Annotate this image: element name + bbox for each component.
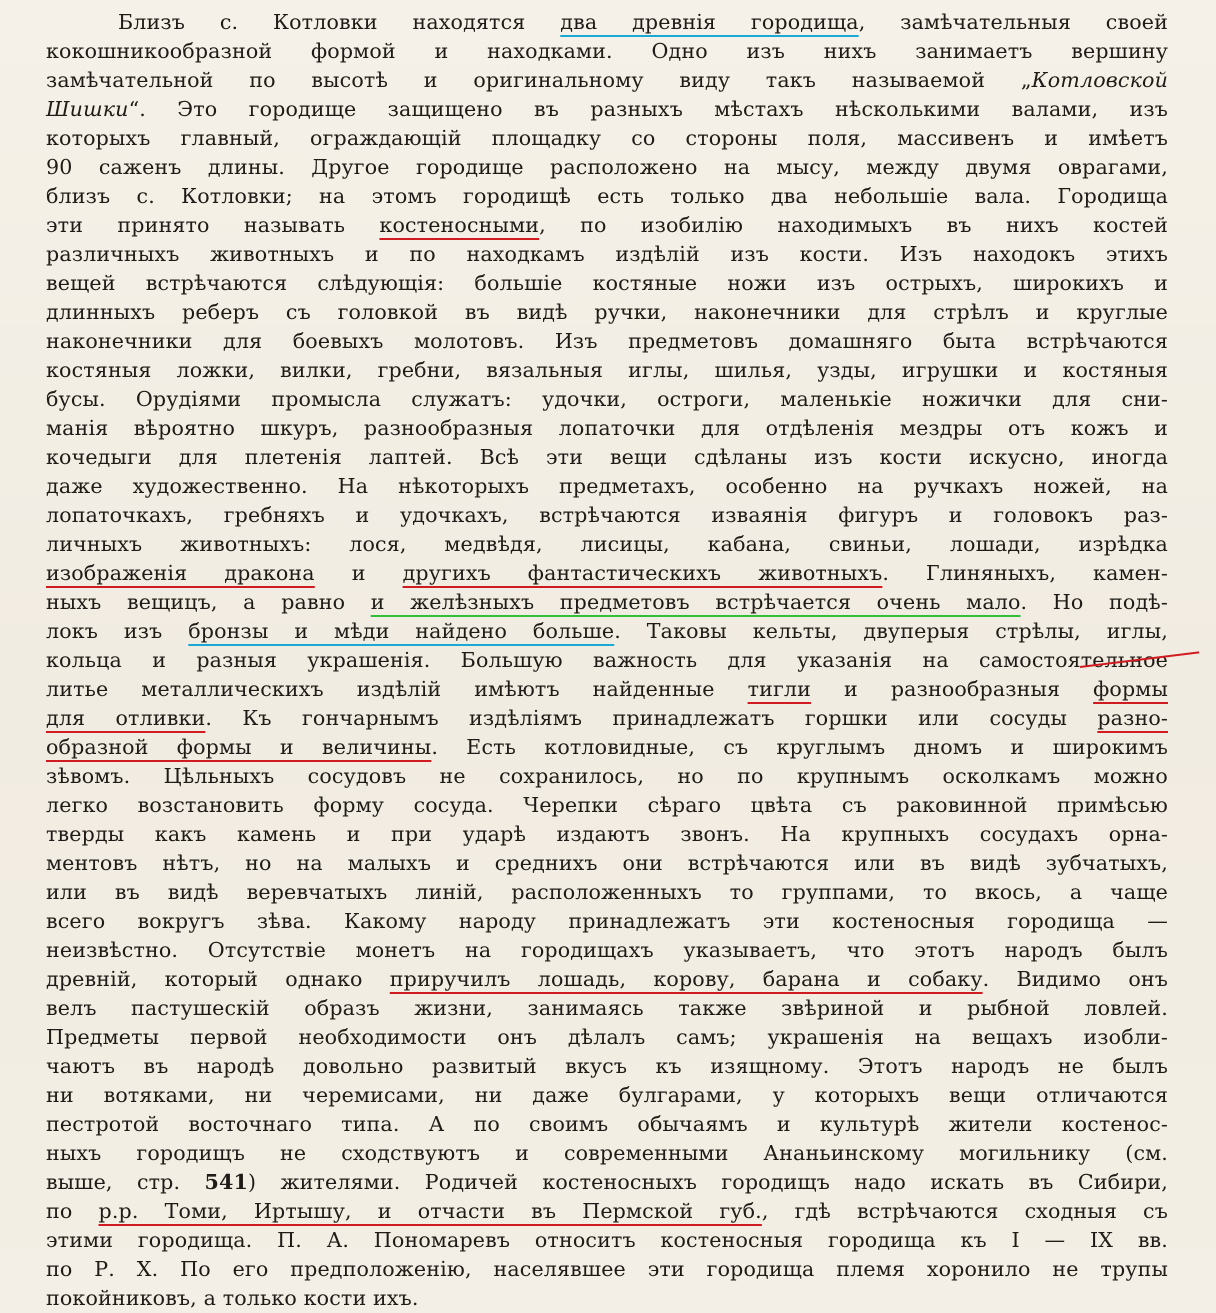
highlight-crucibles: тигли: [747, 677, 812, 701]
text-line-18: лопаточкахъ, гребняхъ и удочкахъ, встрѣчаются изваянія фигуръ и головокъ раз-: [46, 503, 1168, 527]
text-line-33: неизвѣстно. Отсутствіе монетъ на городищахъ указываетъ, что этотъ народъ былъ: [46, 938, 1168, 962]
text-line-26: образной формы и величины. Есть котловидные, съ круглымъ дномъ и широкимъ: [46, 735, 1168, 759]
text-line-22: локъ изъ бронзы и мѣди найдено больше. Таковы кельты, двуперыя стрѣлы, иглы,: [46, 619, 1168, 643]
text-line-24: литье металлическихъ издѣлій имѣютъ найденные тигли и разнообразныя формы: [46, 677, 1168, 701]
highlight-various-shape-1: разно-: [1097, 706, 1168, 730]
text-line-10: вещей встрѣчаются слѣдующія: большіе костяные ножи изъ острыхъ, широкихъ и: [46, 271, 1168, 295]
text-line-32: всего вокругъ зѣва. Какому народу принадлежатъ эти костеносныя городища —: [46, 909, 1168, 933]
highlight-various-shape-2: образной формы и величины: [46, 735, 432, 759]
text-line-6: 90 саженъ длины. Другое городище расположено на мысу, между двумя оврагами,: [46, 155, 1168, 179]
text-line-14: бусы. Орудіями промысла служатъ: удочки, остроги, маленькіе ножички для сни-: [46, 387, 1168, 411]
text-line-7: близъ с. Котловки; на этомъ городищѣ есть только два небольшіе вала. Городища: [46, 184, 1168, 208]
highlight-casting-forms: формы: [1093, 677, 1168, 701]
text-line-5: которыхъ главный, ограждающій площадку со стороны поля, массивенъ и имѣетъ: [46, 126, 1168, 150]
text-line-44: по Р. Х. По его предположенію, населявшее эти городища племя хоронило не трупы: [46, 1257, 1168, 1281]
text-line-15: манія вѣроятно шкуръ, разнообразныя лопаточки для отдѣленія мездры отъ кожъ и: [46, 416, 1168, 440]
text-line-30: ментовъ нѣтъ, но на малыхъ и среднихъ они встрѣчаются или въ видѣ зубчатыхъ,: [46, 851, 1168, 875]
text-line-37: чаютъ въ народѣ довольно развитый вкусъ къ изящному. Этотъ народъ не былъ: [46, 1054, 1168, 1078]
text-line-23: кольца и разныя украшенія. Большую важность для указанія на самостоятельное: [46, 648, 1168, 672]
text-line-42: по р.р. Томи, Иртышу, и отчасти въ Пермской губ., гдѣ встрѣчаются сходныя съ: [46, 1199, 1168, 1223]
text-line-3: замѣчательной по высотѣ и оригинальному виду такъ называемой „Котловской: [46, 68, 1168, 92]
highlight-bone-bearing: костеносными: [379, 213, 540, 237]
text-line-28: легко возстановить форму сосуда. Черепки сѣраго цвѣта съ раковинной примѣсью: [46, 793, 1168, 817]
text-line-25: для отливки. Къ гончарнымъ издѣліямъ принадлежатъ горшки или сосуды разно-: [46, 706, 1168, 730]
highlight-dragon-images: изображенія дракона: [46, 561, 315, 585]
text-line-9: различныхъ животныхъ и по находкамъ издѣлій изъ кости. Изъ находокъ этихъ: [46, 242, 1168, 266]
text-line-20: изображенія дракона и другихъ фантастическихъ животныхъ. Глиняныхъ, камен-: [46, 561, 1168, 585]
text-line-39: пестротой восточнаго типа. А по своимъ обычаямъ и культурѣ жители костенос-: [46, 1112, 1168, 1136]
text-line-21: ныхъ вещицъ, а равно и желѣзныхъ предметовъ встрѣчается очень мало. Но подѣ-: [46, 590, 1168, 614]
text-line-41: выше, стр. 541) жителями. Родичей костеносныхъ городищъ надо искать въ Сибири,: [46, 1170, 1168, 1194]
text-line-11: длинныхъ реберъ съ головкой въ видѣ ручки, наконечники для стрѣлъ и круглые: [46, 300, 1168, 324]
text-line-12: наконечники для боевыхъ молотовъ. Изъ предметовъ домашняго быта встрѣчаются: [46, 329, 1168, 353]
text-line-29: тверды какъ камень и при ударѣ издаютъ звонъ. На крупныхъ сосудахъ орна-: [46, 822, 1168, 846]
text-line-38: ни вотяками, ни черемисами, ни даже булгарами, у которыхъ вещи отличаются: [46, 1083, 1168, 1107]
highlight-iron-objects-rare: и желѣзныхъ предметовъ встрѣчается очень мало: [370, 590, 1021, 614]
text-line-27: зѣвомъ. Цѣльныхъ сосудовъ не сохранилось, но по крупнымъ осколкамъ можно: [46, 764, 1168, 788]
text-line-1: Близъ с. Котловки находятся два древнія городища, замѣчательныя своей: [118, 10, 1168, 34]
text-line-31: или въ видѣ веревчатыхъ линій, расположенныхъ то группами, то вкось, а чаще: [46, 880, 1168, 904]
text-line-35: велъ пастушескій образъ жизни, занимаясь также звѣриной и рыбной ловлей.: [46, 996, 1168, 1020]
page-text: [46, 8, 1168, 1313]
text-line-36: Предметы первой необходимости онъ дѣлалъ самъ; украшенія на вещахъ изобли-: [46, 1025, 1168, 1049]
text-line-17: даже художественно. На нѣкоторыхъ предметахъ, особенно на ручкахъ ножей, на: [46, 474, 1168, 498]
highlight-fantastic-animals: другихъ фантастическихъ животныхъ: [402, 561, 883, 585]
text-line-16: кочедыги для плетенія лаптей. Всѣ эти вещи сдѣланы изъ кости искусно, иногда: [46, 445, 1168, 469]
highlight-for-casting: для отливки: [46, 706, 206, 730]
text-line-45: покойниковъ, а только кости ихъ.: [46, 1286, 419, 1310]
text-line-34: древній, который однако приручилъ лошадь, корову, барана и собаку. Видимо онъ: [46, 967, 1168, 991]
text-line-2: кокошникообразной формой и находками. Одно изъ нихъ занимаетъ вершину: [46, 39, 1168, 63]
highlight-rivers-tom-irtysh: р.р. Томи, Иртышу, и отчасти въ Пермской губ.: [98, 1199, 762, 1223]
highlight-domesticated-animals: приручилъ лошадь, корову, барана и собаку: [389, 967, 983, 991]
text-line-4: Шишки“. Это городище защищено въ разныхъ мѣстахъ нѣсколькими валами, изъ: [46, 97, 1168, 121]
text-line-40: ныхъ городищъ не сходствуютъ и современными Ананьинскому могильнику (см.: [46, 1141, 1168, 1165]
highlight-bronze-copper: бронзы и мѣди найдено больше: [188, 619, 615, 643]
page-reference: 541: [204, 1170, 248, 1194]
text-line-8: эти принято называть костеносными, по изобилію находимыхъ въ нихъ костей: [46, 213, 1168, 237]
text-line-19: личныхъ животныхъ: лося, медвѣдя, лисицы, кабана, свиньи, лошади, изрѣдка: [46, 532, 1168, 556]
highlight-two-ancient-fortresses: два древнія городища: [560, 10, 859, 34]
text-line-13: костяныя ложки, вилки, гребни, вязальныя иглы, шилья, узды, игрушки и костяныя: [46, 358, 1168, 382]
text-line-43: этими городища. П. А. Пономаревъ относитъ костеносныя городища къ I — IX вв.: [46, 1228, 1168, 1252]
